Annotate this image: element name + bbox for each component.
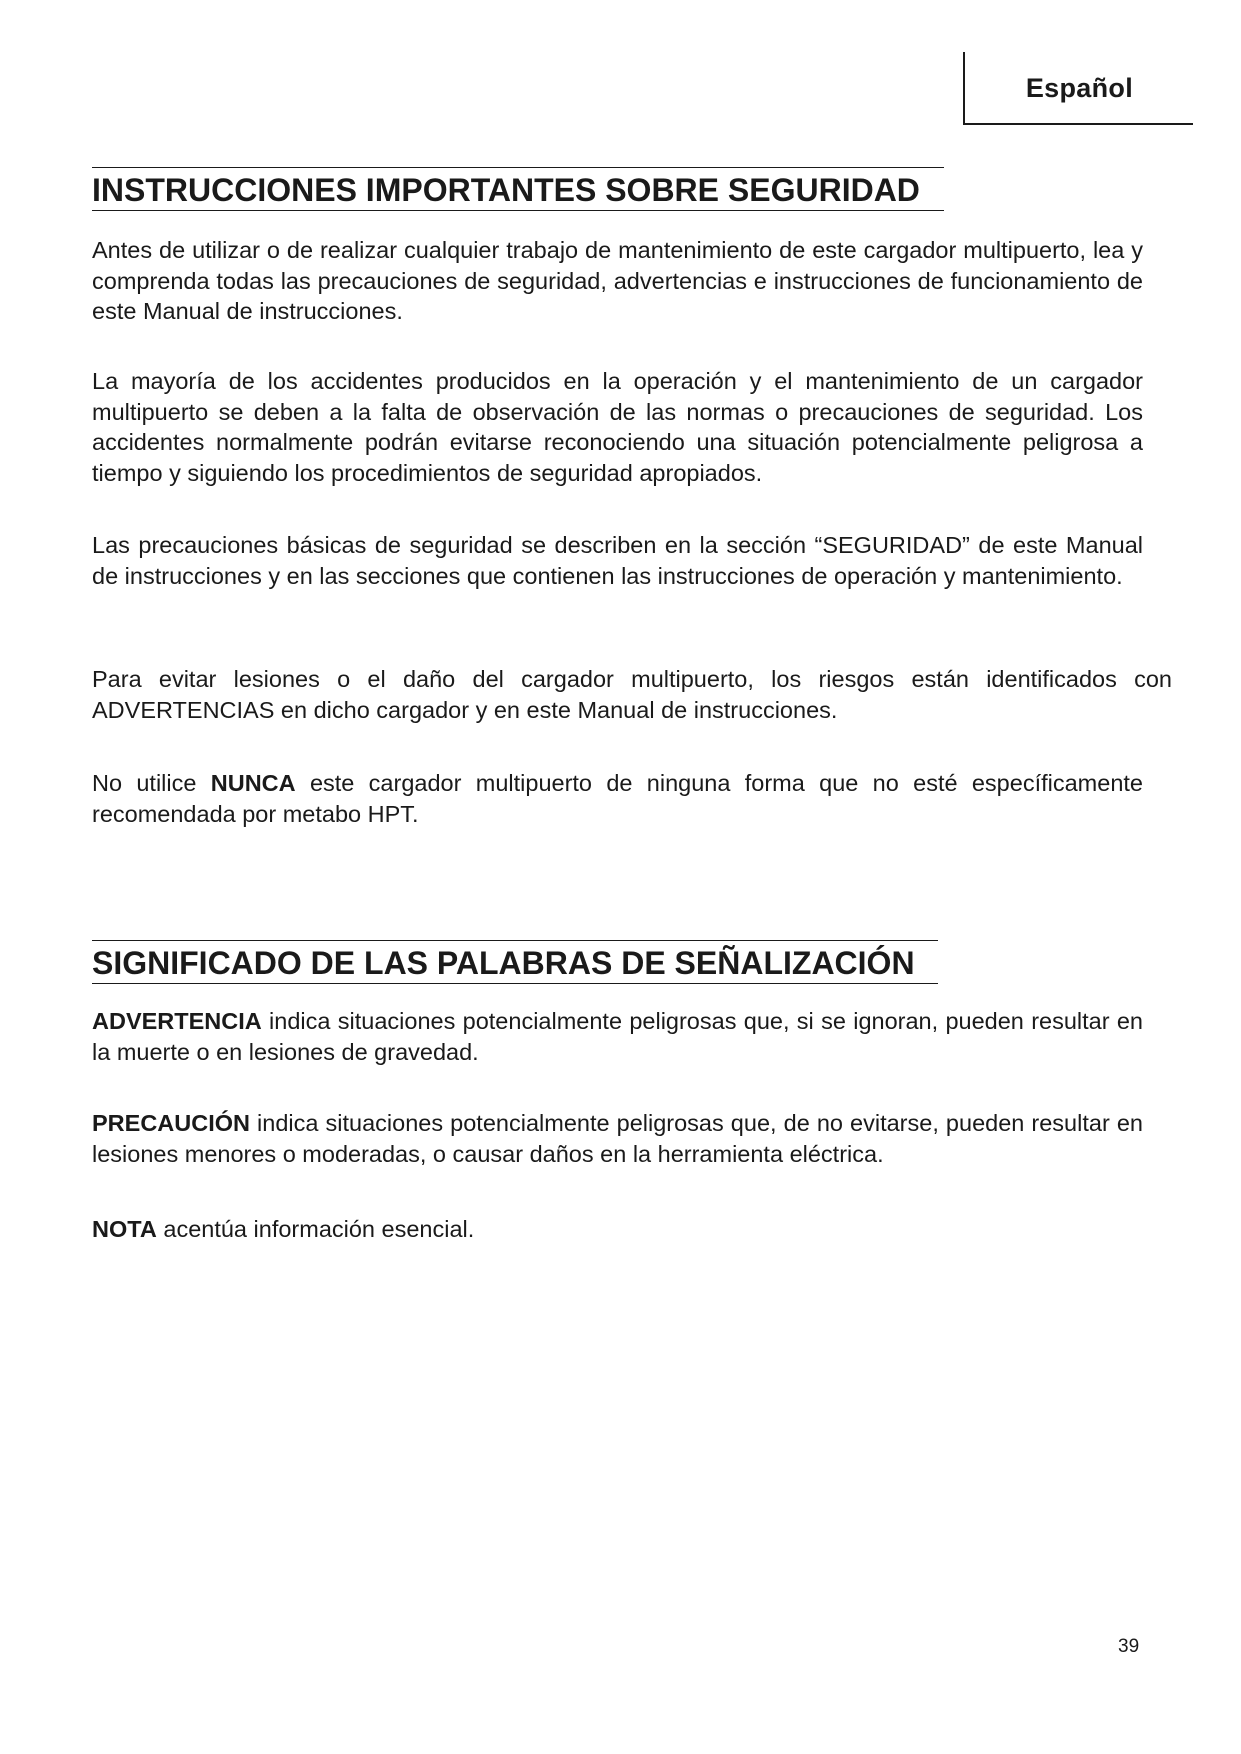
- section-title-safety-instructions: INSTRUCCIONES IMPORTANTES SOBRE SEGURIDAD: [92, 167, 944, 211]
- page-number: 39: [1118, 1636, 1140, 1657]
- paragraph-never-use-rest: este cargador multipuerto de ninguna forma que no esté específicamente recomendada por metabo HPT.: [92, 770, 1143, 827]
- caution-definition-text: indica situaciones potencialmente peligrosas que, de no evitarse, pueden resultar en lesiones menores o moderadas, o causar daños en la herramienta eléctrica.: [92, 1110, 1143, 1167]
- warning-definition-text: indica situaciones potencialmente peligrosas que, si se ignoran, pueden resultar en la muerte o en lesiones de gravedad.: [92, 1008, 1143, 1065]
- paragraph-note-definition: [92, 1214, 1143, 1245]
- section-title-signal-words: SIGNIFICADO DE LAS PALABRAS DE SEÑALIZACIÓN: [92, 940, 938, 984]
- paragraph-hazard-warnings: Para evitar lesiones o el daño del cargador multipuerto, los riesgos están identificados con ADVERTENCIAS en dicho cargador y en este Manual de instrucciones.: [92, 666, 1172, 723]
- language-tab: [963, 52, 1193, 125]
- never-emphasis: NUNCA: [210, 770, 296, 796]
- paragraph-warning-definition: [92, 1006, 1143, 1067]
- paragraph-never-use: [92, 768, 1143, 829]
- paragraph-basic-precautions: Las precauciones básicas de seguridad se describen en la sección “SEGURIDAD” de este Manual de instrucciones y en las secciones que contienen las instrucciones de operación y mantenimiento.: [92, 532, 1143, 589]
- paragraph-caution-definition: [92, 1108, 1143, 1169]
- paragraph-never-use-prefix: No utilice: [92, 770, 211, 796]
- caution-term: PRECAUCIÓN: [92, 1110, 250, 1136]
- warning-term: ADVERTENCIA: [92, 1008, 262, 1034]
- note-definition-text: acentúa información esencial.: [156, 1216, 475, 1242]
- paragraph-intro: Antes de utilizar o de realizar cualquier trabajo de mantenimiento de este cargador multipuerto, lea y comprenda todas las precauciones de seguridad, advertencias e instrucciones de funcionamiento de este Manual de instrucciones.: [92, 237, 1143, 324]
- note-term: NOTA: [92, 1216, 157, 1242]
- paragraph-accidents: La mayoría de los accidentes producidos en la operación y el mantenimiento de un cargador multipuerto se deben a la falta de observación de las normas o precauciones de seguridad. Los accidentes normalmente podrán evitarse reconociendo una situación potencialmente peligrosa a tiempo y siguiendo los procedimientos de seguridad apropiados.: [92, 368, 1143, 486]
- language-label: Español: [1025, 73, 1133, 103]
